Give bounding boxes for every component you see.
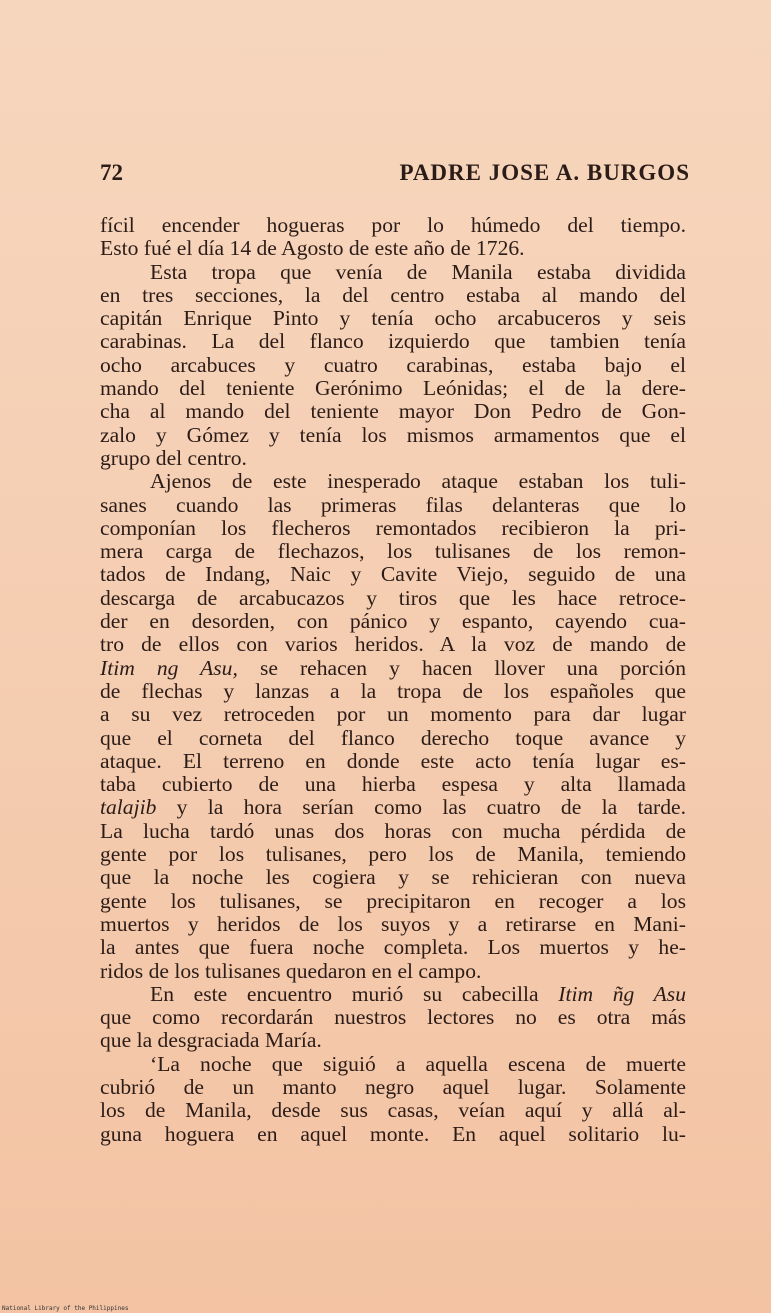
running-title: PADRE JOSE A. BURGOS (399, 160, 690, 185)
text-run: ‘La noche que siguió a aquella escena de muerte (150, 1051, 686, 1076)
text-run: descarga de arcabucazos y tiros que les hace retroce- (100, 585, 686, 610)
text-line (100, 447, 686, 470)
text-run: componían los flecheros remontados recibieron la pri- (100, 515, 686, 540)
text-line (100, 494, 686, 517)
body-text (100, 214, 686, 1146)
text-line (100, 960, 686, 983)
text-run: taba cubierto de una hierba espesa y alta llamada (100, 772, 686, 797)
text-run: zalo y Gómez y tenía los mismos armamentos que el (100, 422, 686, 447)
text-line (100, 400, 686, 423)
text-line (100, 237, 686, 260)
text-line (100, 1006, 686, 1029)
page-number: 72 (100, 160, 123, 185)
text-line (100, 773, 686, 796)
text-run: la antes que fuera noche completa. Los muertos y he- (100, 935, 686, 960)
text-line (100, 866, 686, 889)
text-run: muertos y heridos de los suyos y a retirarse en Mani- (100, 911, 686, 936)
text-run: Esta tropa que venía de Manila estaba dividida (150, 259, 686, 284)
text-run: que como recordarán nuestros lectores no es otra más (100, 1005, 686, 1030)
text-run: mera carga de flechazos, los tulisanes de los remon- (100, 539, 686, 564)
text-line (100, 540, 686, 563)
text-run: Esto fué el día 14 de Agosto de este año de 1726. (100, 236, 525, 261)
text-line (100, 563, 686, 586)
library-watermark: National Library of the Philippines (2, 1305, 129, 1312)
text-line (100, 796, 686, 819)
text-line (100, 983, 686, 1006)
text-line (100, 843, 686, 866)
text-run: gente por los tulisanes, pero los de Manila, temiendo (100, 842, 686, 867)
text-line (100, 1099, 686, 1122)
text-line (100, 633, 686, 656)
text-line (100, 890, 686, 913)
text-run: que la noche les cogiera y se rehicieran con nueva (100, 865, 686, 890)
text-run: En este encuentro murió su cabecilla (150, 981, 559, 1006)
text-run: tro de ellos con varios heridos. A la voz de mando de (100, 632, 686, 657)
text-run: mando del teniente Gerónimo Leónidas; el de la dere- (100, 376, 686, 401)
text-line (100, 377, 686, 400)
text-run: gente los tulisanes, se precipitaron en recoger a los (100, 888, 686, 913)
text-run: ataque. El terreno en donde este acto tenía lugar es- (100, 748, 686, 773)
text-run: tados de Indang, Naic y Cavite Viejo, seguido de una (100, 562, 686, 587)
text-run: grupo del centro. (100, 445, 247, 470)
text-line (100, 284, 686, 307)
text-run: cubrió de un manto negro aquel lugar. Solamente (100, 1074, 686, 1099)
text-run: fícil encender hogueras por lo húmedo del tiempo. (100, 213, 686, 237)
text-line (100, 261, 686, 284)
text-line (100, 1123, 686, 1146)
text-line (100, 1053, 686, 1076)
text-line (100, 1029, 686, 1052)
text-line (100, 517, 686, 540)
text-line (100, 587, 686, 610)
text-line (100, 727, 686, 750)
text-run: sanes cuando las primeras filas delanteras que lo (100, 492, 686, 517)
text-run: ocho arcabuces y cuatro carabinas, estaba bajo el (100, 352, 686, 377)
text-line (100, 307, 686, 330)
text-line (100, 703, 686, 726)
text-run: que el corneta del flanco derecho toque avance y (100, 725, 686, 750)
text-run: y la hora serían como las cuatro de la tarde. (156, 795, 686, 820)
text-line (100, 470, 686, 493)
text-run: guna hoguera en aquel monte. En aquel solitario lu- (100, 1121, 686, 1146)
text-line (100, 1076, 686, 1099)
text-run: ridos de los tulisanes quedaron en el campo. (100, 958, 482, 983)
text-line (100, 913, 686, 936)
text-run: der en desorden, con pánico y espanto, cayendo cua- (100, 609, 686, 634)
text-run: de flechas y lanzas a la tropa de los españoles que (100, 678, 686, 703)
italic-text: Itim ñg Asu (558, 981, 686, 1006)
text-line (100, 820, 686, 843)
text-run: Ajenos de este inesperado ataque estaban los tuli- (150, 469, 686, 494)
text-run: se rehacen y hacen llover una porción (237, 655, 686, 680)
italic-text: talajib (100, 795, 157, 820)
text-line (100, 936, 686, 959)
text-line (100, 750, 686, 773)
text-line (100, 680, 686, 703)
page-header (100, 160, 690, 194)
text-line (100, 657, 686, 680)
italic-text: Itim ng Asu, (100, 655, 238, 680)
text-line (100, 214, 686, 237)
text-line (100, 424, 686, 447)
text-run: que la desgraciada María. (100, 1028, 322, 1053)
text-run: en tres secciones, la del centro estaba al mando del (100, 282, 686, 307)
text-run: capitán Enrique Pinto y tenía ocho arcabuceros y seis (100, 306, 686, 331)
text-line (100, 330, 686, 353)
text-run: a su vez retroceden por un momento para dar lugar (100, 702, 686, 727)
text-run: La lucha tardó unas dos horas con mucha pérdida de (100, 818, 686, 843)
text-line (100, 354, 686, 377)
text-run: carabinas. La del flanco izquierdo que tambien tenía (100, 329, 686, 354)
text-line (100, 610, 686, 633)
text-run: cha al mando del teniente mayor Don Pedro de Gon- (100, 399, 686, 424)
text-run: los de Manila, desde sus casas, veían aquí y allá al- (100, 1098, 686, 1123)
